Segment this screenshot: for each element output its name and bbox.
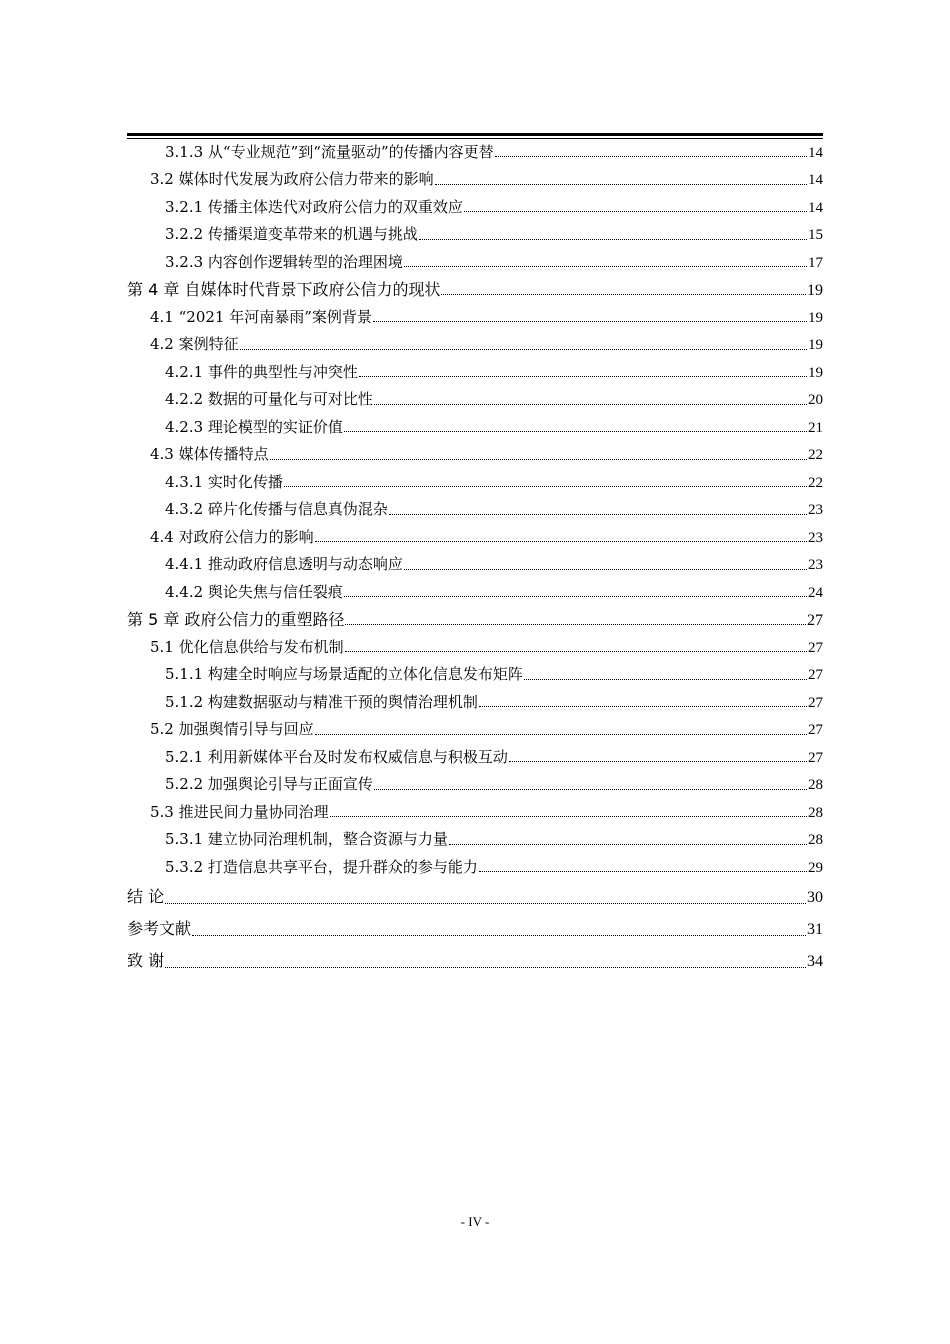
toc-entry-title: 5.1.1 构建全时响应与场景适配的立体化信息发布矩阵 <box>165 665 523 683</box>
toc-entry-page: 14 <box>808 199 823 216</box>
toc-entry[interactable] <box>127 524 823 552</box>
toc-entry-page: 24 <box>808 584 823 601</box>
toc-entry-page: 19 <box>808 309 823 326</box>
toc-entry-page: 15 <box>808 227 823 243</box>
toc-dot-leader <box>192 934 806 936</box>
toc-entry-page: 22 <box>808 447 823 463</box>
toc-dot-leader <box>419 238 807 240</box>
toc-entry-page: 19 <box>808 364 823 381</box>
toc-entry-page: 21 <box>808 419 823 436</box>
page-number: - IV - <box>460 1214 490 1229</box>
toc-dot-leader <box>524 678 807 680</box>
toc-entry-page: 34 <box>807 953 823 970</box>
toc-entry[interactable] <box>127 689 823 717</box>
toc-entry[interactable] <box>127 194 823 222</box>
toc-entry-title: 3.2.1 传播主体迭代对政府公信力的双重效应 <box>165 197 463 216</box>
toc-entry-title: 4.1 “2021 年河南暴雨”案例背景 <box>150 307 372 326</box>
toc-dot-leader <box>404 265 807 267</box>
toc-dot-leader <box>270 458 807 460</box>
toc-dot-leader <box>373 320 807 322</box>
toc-entry-page: 27 <box>808 639 823 656</box>
toc-entry-page: 27 <box>808 722 823 738</box>
toc-entry-title: 4.4.2 舆论失焦与信任裂痕 <box>165 582 343 601</box>
toc-entry-page: 30 <box>807 889 823 906</box>
toc-dot-leader <box>345 623 806 625</box>
table-of-contents <box>127 139 823 977</box>
toc-entry-title: 3.2.3 内容创作逻辑转型的治理困境 <box>165 252 403 271</box>
toc-entry-title: 5.1.2 构建数据驱动与精准干预的舆情治理机制 <box>165 692 478 711</box>
toc-entry[interactable] <box>127 496 823 524</box>
toc-dot-leader <box>284 485 807 487</box>
toc-entry-title: 5.2 加强舆情引导与回应 <box>150 720 314 738</box>
toc-entry-page: 14 <box>808 145 823 161</box>
toc-dot-leader <box>165 902 806 904</box>
toc-entry-page: 23 <box>808 557 823 573</box>
toc-dot-leader <box>359 375 807 377</box>
toc-dot-leader <box>240 348 807 350</box>
toc-entry-page: 19 <box>808 337 823 353</box>
toc-entry-title: 5.3.1 建立协同治理机制，整合资源与力量 <box>165 830 448 848</box>
toc-entry[interactable] <box>127 826 823 854</box>
toc-dot-leader <box>441 293 806 295</box>
toc-entry[interactable] <box>127 139 823 166</box>
toc-dot-leader <box>464 210 807 212</box>
toc-dot-leader <box>435 183 807 185</box>
toc-entry-title: 3.2.2 传播渠道变革带来的机遇与挑战 <box>165 225 418 243</box>
toc-entry[interactable] <box>127 331 823 359</box>
toc-entry-page: 14 <box>808 172 823 188</box>
toc-dot-leader <box>479 870 807 872</box>
toc-entry-title: 3.1.3 从“专业规范”到“流量驱动”的传播内容更替 <box>165 143 494 161</box>
toc-entry-page: 17 <box>808 254 823 271</box>
toc-entry[interactable] <box>127 469 823 497</box>
toc-dot-leader <box>315 733 807 735</box>
toc-entry[interactable] <box>127 881 823 913</box>
toc-entry[interactable] <box>127 249 823 277</box>
toc-entry-title: 第 4 章 自媒体时代背景下政府公信力的现状 <box>127 280 441 299</box>
toc-entry[interactable] <box>127 634 823 662</box>
toc-dot-leader <box>165 966 806 968</box>
toc-dot-leader <box>389 513 807 515</box>
toc-dot-leader <box>449 843 807 845</box>
toc-dot-leader <box>330 815 807 817</box>
toc-entry[interactable] <box>127 276 823 304</box>
toc-entry[interactable] <box>127 414 823 442</box>
toc-entry-page: 27 <box>808 694 823 711</box>
toc-entry-page: 27 <box>807 612 823 629</box>
toc-entry-title: 4.2.3 理论模型的实证价值 <box>165 417 343 436</box>
toc-dot-leader <box>495 155 807 157</box>
toc-entry[interactable] <box>127 945 823 977</box>
toc-entry[interactable] <box>127 744 823 772</box>
header-rule-thick <box>127 133 823 136</box>
toc-entry-title: 5.1 优化信息供给与发布机制 <box>150 637 344 656</box>
toc-entry[interactable] <box>127 799 823 827</box>
toc-entry[interactable] <box>127 579 823 607</box>
toc-entry-title: 4.2.2 数据的可量化与可对比性 <box>165 390 373 408</box>
toc-dot-leader <box>509 760 807 762</box>
toc-entry-page: 28 <box>808 777 823 793</box>
toc-entry-page: 29 <box>808 859 823 876</box>
toc-entry[interactable] <box>127 913 823 945</box>
toc-entry-page: 19 <box>807 282 823 299</box>
toc-dot-leader <box>404 568 807 570</box>
toc-entry-title: 参考文献 <box>127 919 192 938</box>
toc-dot-leader <box>344 430 807 432</box>
toc-entry[interactable] <box>127 854 823 882</box>
toc-entry[interactable] <box>127 386 823 414</box>
toc-entry[interactable] <box>127 606 823 634</box>
toc-entry-title: 结 论 <box>127 887 165 906</box>
toc-entry-page: 23 <box>808 529 823 546</box>
toc-entry-page: 27 <box>808 749 823 766</box>
toc-entry-title: 4.3.2 碎片化传播与信息真伪混杂 <box>165 500 388 518</box>
toc-entry-page: 31 <box>807 921 823 938</box>
toc-entry-title: 致 谢 <box>127 951 165 970</box>
toc-entry[interactable] <box>127 661 823 689</box>
toc-entry-title: 5.2.1 利用新媒体平台及时发布权威信息与积极互动 <box>165 747 508 766</box>
toc-entry-title: 第 5 章 政府公信力的重塑路径 <box>127 610 345 629</box>
toc-entry-title: 5.2.2 加强舆论引导与正面宣传 <box>165 775 373 793</box>
toc-dot-leader <box>344 595 807 597</box>
toc-entry-page: 22 <box>808 474 823 491</box>
toc-entry[interactable] <box>127 716 823 744</box>
toc-entry-title: 4.4.1 推动政府信息透明与动态响应 <box>165 555 403 573</box>
toc-entry-page: 20 <box>808 392 823 408</box>
toc-entry-page: 28 <box>808 832 823 848</box>
toc-entry-title: 3.2 媒体时代发展为政府公信力带来的影响 <box>150 170 434 188</box>
toc-entry[interactable] <box>127 166 823 194</box>
toc-entry[interactable] <box>127 441 823 469</box>
toc-entry-page: 27 <box>808 667 823 683</box>
toc-dot-leader <box>479 705 807 707</box>
toc-entry[interactable] <box>127 359 823 387</box>
toc-entry[interactable] <box>127 551 823 579</box>
toc-dot-leader <box>345 650 807 652</box>
toc-entry[interactable] <box>127 304 823 332</box>
toc-entry-title: 4.3.1 实时化传播 <box>165 472 283 491</box>
toc-dot-leader <box>315 540 807 542</box>
toc-entry-page: 28 <box>808 804 823 821</box>
toc-entry-title: 5.3 推进民间力量协同治理 <box>150 802 329 821</box>
toc-entry-title: 4.4 对政府公信力的影响 <box>150 527 314 546</box>
toc-entry-page: 23 <box>808 502 823 518</box>
toc-entry[interactable] <box>127 771 823 799</box>
toc-entry-title: 4.3 媒体传播特点 <box>150 445 269 463</box>
toc-entry-title: 5.3.2 打造信息共享平台，提升群众的参与能力 <box>165 857 478 876</box>
toc-dot-leader <box>374 788 807 790</box>
toc-entry[interactable] <box>127 221 823 249</box>
toc-entry-title: 4.2 案例特征 <box>150 335 239 353</box>
toc-entry-title: 4.2.1 事件的典型性与冲突性 <box>165 362 358 381</box>
toc-dot-leader <box>374 403 807 405</box>
